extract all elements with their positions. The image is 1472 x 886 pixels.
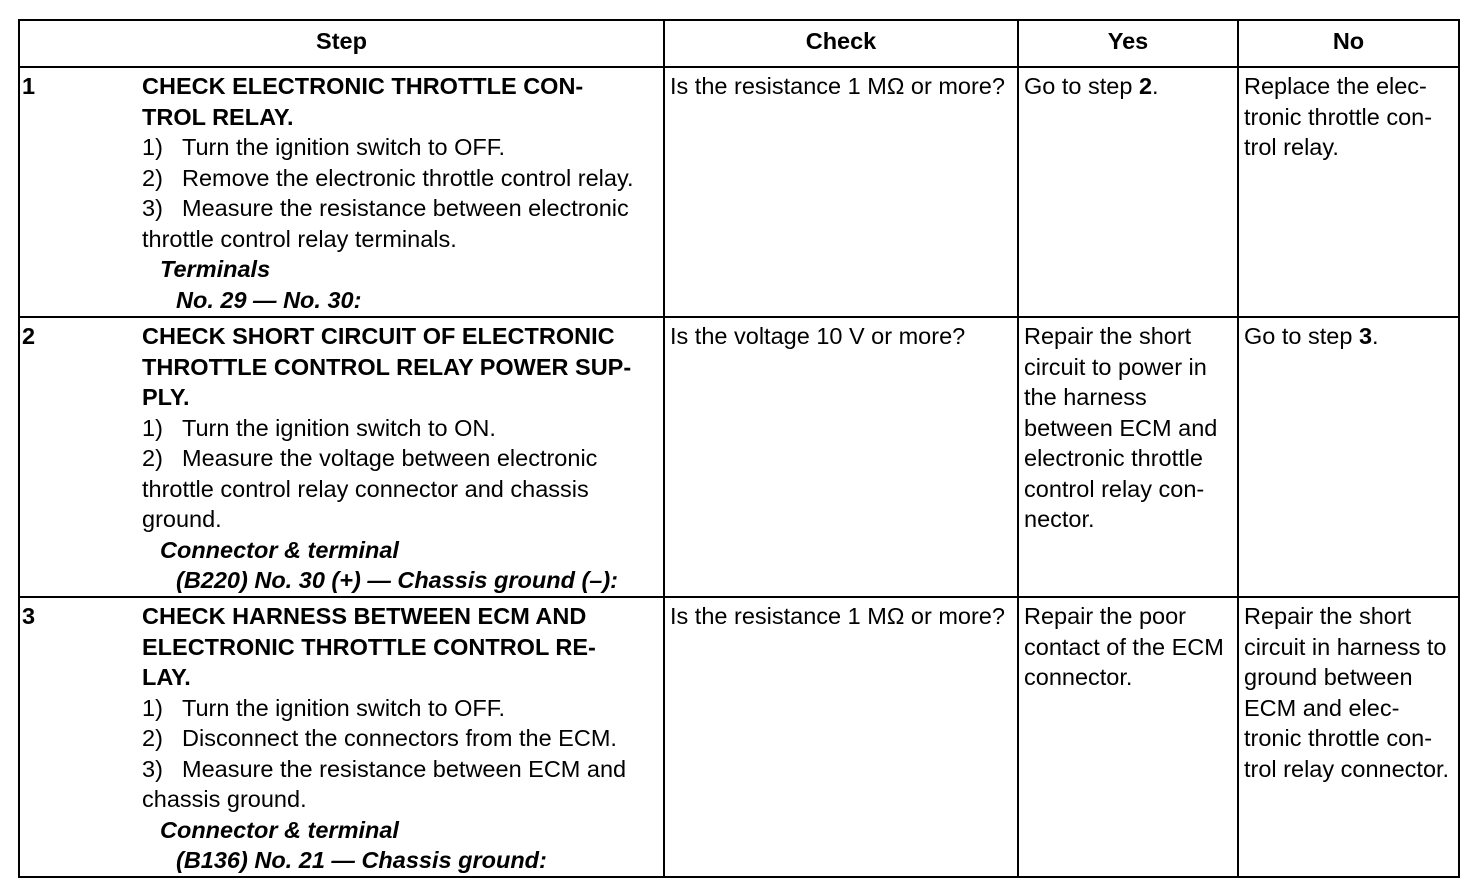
yes-cell: Repair the short circuit to power in the harness between ECM and electronic throttle control relay con-nector. [1018, 317, 1238, 597]
substep: 1) Turn the ignition switch to ON. [142, 414, 496, 441]
table-row [19, 597, 1459, 877]
check-cell: Is the resistance 1 MΩ or more? [664, 597, 1018, 877]
terminal-value: No. 29 — No. 30: [176, 286, 362, 313]
terminal-label: Connector & terminal [160, 816, 399, 843]
substep: 2) Disconnect the connectors from the ECM. [142, 725, 617, 751]
step-reference: 2 [1138, 73, 1153, 99]
step-number: 1 [22, 73, 36, 99]
substep: 3) Measure the resistance between ECM and chassis ground. [142, 755, 627, 812]
substep: 3) Measure the resistance between electronic throttle control relay terminals. [142, 195, 629, 252]
check-cell: Is the resistance 1 MΩ or more? [664, 67, 1018, 317]
header-no: No [1238, 20, 1459, 67]
substep: 1) Turn the ignition switch to OFF. [142, 134, 506, 160]
diagnostic-table [18, 19, 1460, 878]
step-number: 2 [22, 323, 36, 349]
header-yes: Yes [1018, 20, 1238, 67]
step-title: CHECK SHORT CIRCUIT OF ELECTRONIC THROTTLE CONTROL RELAY POWER SUP- PLY. [142, 323, 632, 410]
terminal-label: Terminals [160, 256, 271, 282]
substep: 1) Turn the ignition switch to OFF. [142, 694, 506, 721]
header-step: Step [19, 20, 664, 67]
no-cell: Go to step 3. [1238, 317, 1459, 597]
step-cell [19, 317, 664, 597]
step-reference: 3 [1358, 323, 1373, 349]
table-row [19, 317, 1459, 597]
check-cell: Is the voltage 10 V or more? [664, 317, 1018, 597]
header-check: Check [664, 20, 1018, 67]
no-cell: Replace the elec-tronic throttle con-trol relay. [1238, 67, 1459, 317]
step-cell [19, 597, 664, 877]
no-cell: Repair the short circuit in harness to ground between ECM and elec-tronic throttle con-trol relay connector. [1238, 597, 1459, 877]
yes-cell: Repair the poor contact of the ECM connector. [1018, 597, 1238, 877]
substep: 2) Remove the electronic throttle control relay. [142, 164, 634, 191]
step-title: CHECK ELECTRONIC THROTTLE CON- TROL RELAY. [142, 73, 584, 130]
step-cell [19, 67, 664, 317]
step-number: 3 [22, 603, 36, 629]
terminal-label: Connector & terminal [160, 536, 399, 563]
terminal-value: (B136) No. 21 — Chassis ground: [176, 847, 547, 873]
table-row [19, 67, 1459, 317]
header-row [19, 20, 1459, 67]
substep: 2) Measure the voltage between electronic throttle control relay connector and chassis ground. [142, 445, 598, 532]
step-title: CHECK HARNESS BETWEEN ECM AND ELECTRONIC THROTTLE CONTROL RE- LAY. [142, 603, 596, 690]
yes-cell: Go to step 2. [1018, 67, 1238, 317]
terminal-value: (B220) No. 30 (+) — Chassis ground (–): [176, 567, 619, 593]
